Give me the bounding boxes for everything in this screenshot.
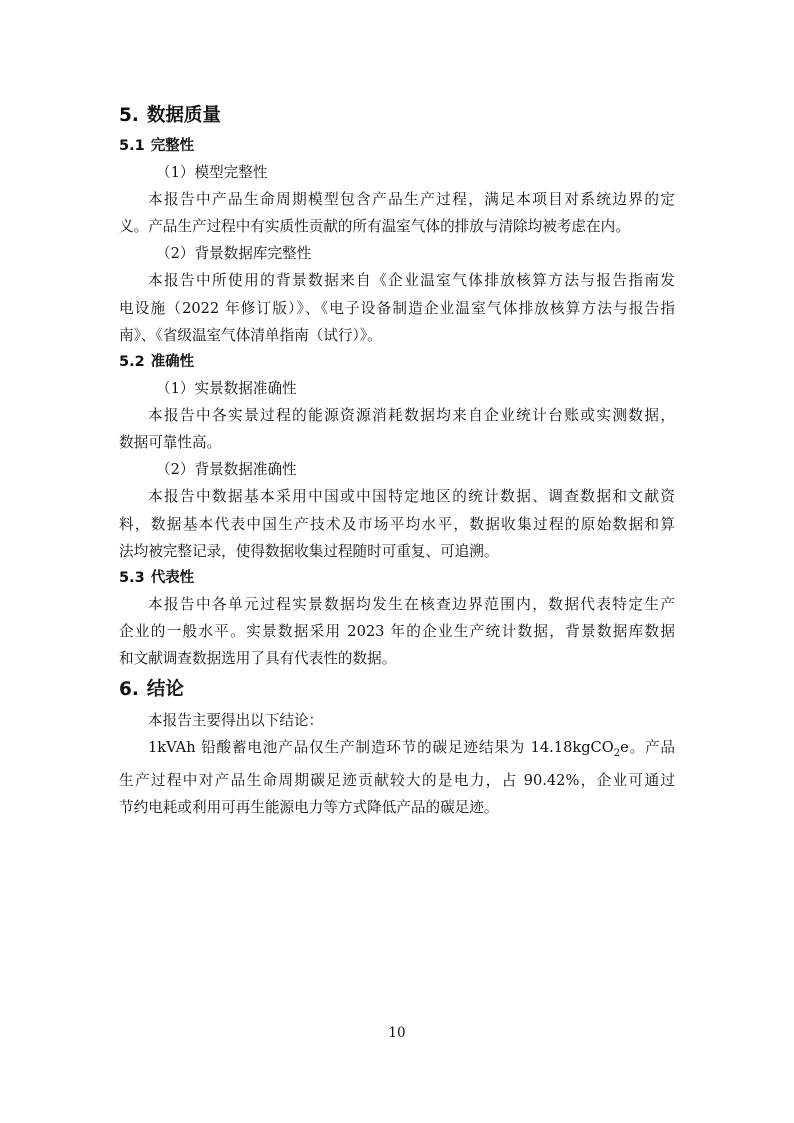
text-segment: 1kVAh 铅酸蓄电池产品仅生产制造环节的碳足迹结果为 14.18kgCO	[148, 738, 614, 756]
text-line: 本报告中所使用的背景数据来自《企业温室气体排放核算方法与报告指南发	[148, 272, 675, 290]
section-5-heading	[119, 101, 675, 131]
item-heading: （1）模型完整性	[156, 164, 268, 181]
subsection-number: 5.2	[119, 354, 145, 371]
item-heading: （2）背景数据准确性	[156, 461, 297, 479]
section-5-2-heading	[119, 349, 675, 375]
page-content	[119, 101, 675, 821]
conclusion-paragraph	[119, 734, 675, 822]
subsection-title: 完整性	[150, 138, 195, 154]
paragraph	[119, 267, 675, 349]
item-heading: （2）背景数据库完整性	[156, 245, 312, 263]
section-number: 5.	[119, 105, 139, 126]
subsection-title: 准确性	[150, 354, 195, 371]
subscript: 2	[613, 747, 621, 759]
text-line: 和文献调查数据选用了具有代表性的数据。	[119, 650, 397, 668]
text-line: 企业的一般水平。实景数据采用 2023 年的企业生产统计数据，背景数据库数据	[119, 623, 675, 641]
section-5-1-heading	[119, 133, 675, 159]
section-6-heading	[119, 675, 675, 705]
text-line: 本报告中各单元过程实景数据均发生在核查边界范围内，数据代表特定生产	[148, 596, 675, 614]
text-segment: e。产品	[620, 738, 675, 756]
paragraph	[119, 483, 675, 565]
paragraph	[119, 591, 675, 673]
text-line: 义。产品生产过程中有实质性贡献的所有温室气体的排放与清除均被考虑在内。	[119, 218, 630, 236]
text-line: 本报告中产品生命周期模型包含产品生产过程，满足本项目对系统边界的定	[148, 191, 675, 208]
subsection-title: 代表性	[150, 570, 195, 587]
text-line: 南》、《省级温室气体清单指南（试行）》。	[119, 326, 382, 344]
paragraph: 本报告主要得出以下结论：	[148, 711, 324, 729]
text-line: 数据可靠性高。	[119, 434, 222, 452]
page-number: 10	[388, 1025, 406, 1041]
text-line: 料，数据基本代表中国生产技术及市场平均水平，数据收集过程的原始数据和算	[119, 515, 675, 533]
paragraph	[119, 402, 675, 456]
section-number: 6.	[119, 678, 139, 700]
subsection-number: 5.1	[119, 138, 145, 154]
item-heading: （1）实景数据准确性	[156, 380, 297, 398]
text-line: 节约电耗或利用可再生能源电力等方式降低产品的碳足迹。	[119, 799, 499, 817]
text-line: 电设施（2022 年修订版）》、《电子设备制造企业温室气体排放核算方法与报告指	[119, 299, 675, 317]
paragraph	[119, 186, 675, 240]
section-5-3-heading	[119, 565, 675, 591]
section-title: 结论	[146, 678, 184, 700]
text-line	[119, 734, 675, 767]
text-line: 本报告中数据基本采用中国或中国特定地区的统计数据、调查数据和文献资	[148, 488, 675, 506]
section-title: 数据质量	[146, 105, 221, 126]
text-line: 生产过程中对产品生命周期碳足迹贡献较大的是电力，占 90.42%，企业可通过	[119, 771, 675, 789]
subsection-number: 5.3	[119, 570, 145, 587]
text-line: 法均被完整记录，使得数据收集过程随时可重复、可追溯。	[119, 542, 499, 560]
text-line: 本报告中各实景过程的能源资源消耗数据均来自企业统计台账或实测数据，	[148, 407, 675, 425]
